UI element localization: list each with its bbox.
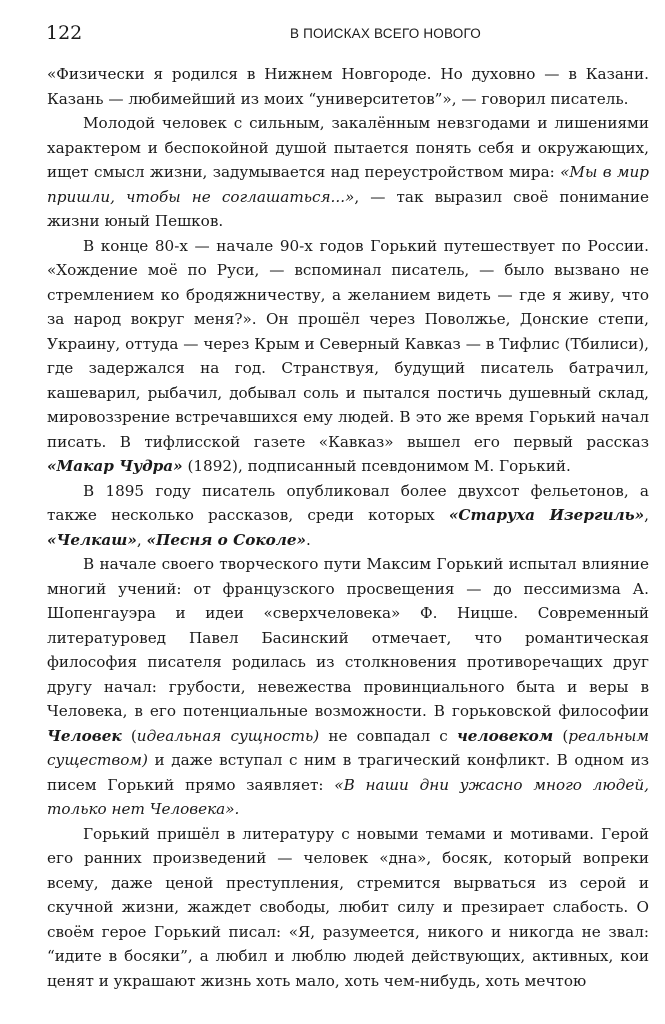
paragraph-5: В начале своего творческого пути Максим Горький испытал влияние многий учений: от французского просвещения — до пессимизма А. Шопенгауэра и идеи «сверхчеловека» Ф. Ницше. Современный литературовед Павел Басинский отмечает, что романтическая философия писателя родилась из столкновения противоречащих друг другу начал: грубости, невежества провинциального быта и веры в Человека, в его потенциальные возможности. В горьковской философии Человек (идеальная сущность) не совпадал с человеком (реальным существом) и даже вступал с ним в трагический конфликт. В одном из писем Горький прямо заявляет: «В наши дни ужасно много людей, только нет Человека». [47, 555, 649, 818]
page-number: 122 [46, 22, 83, 44]
paragraph-1: «Физически я родился в Нижнем Новгороде. Но духовно — в Казани. Казань — любимейший из моих “университетов”», — говорил писатель. [47, 65, 649, 108]
page-header [0, 20, 665, 50]
page-body [47, 62, 649, 993]
term-ideal: идеальная сущность) [136, 726, 320, 745]
paragraph-3: В конце 80-х — начале 90-х годов Горький путешествует по России. «Хождение моё по Руси, — вспоминал писатель, — было вызвано не стремлением ко бродяжничеству, а желанием видеть — где я живу, что за народ вокруг меня?». Он прошёл через Поволжье, Донские степи, Украину, оттуда — через Крым и Северный Кавказ — в Тифлис (Тбилиси), где задержался на год. Странствуя, будущий писатель батрачил, кашеварил, рыбачил, добывал соль и пытался постичь душевный склад, мировоззрение встречавшихся ему людей. В это же время Горький начал писать. В тифлисской газете «Кавказ» вышел его первый рассказ «Макар Чудра» (1892), подписанный псевдонимом М. Горький. [47, 236, 649, 475]
paragraph-4: В 1895 году писатель опубликовал более двухсот фельетонов, а также несколько рассказов, среди которых «Старуха Изергиль», «Челкаш», «Песня о Соколе». [47, 481, 649, 549]
paragraph-6: Горький пришёл в литературу с новыми темами и мотивами. Герой его ранних произведений — человек «дна», босяк, который вопреки всему, даже ценой преступления, стремится вырваться из серой и скучной жизни, жаждет свободы, любит силу и презирает слабость. О своём герое Горький писал: «Я, разумеется, никого и никогда не звал: “идите в босяки”, а любил и люблю людей действующих, активных, кои ценят и украшают жизнь хоть мало, хоть чем-нибудь, хоть мечтою [47, 824, 649, 990]
work-title-makar-chudra: «Макар Чудра» [47, 457, 183, 475]
term-real: реальным существом) [47, 726, 649, 769]
quote-italic: «Мы в мир пришли, чтобы не соглашаться...» [47, 163, 649, 206]
work-title-staruha-izergil: «Старуха Изергиль» [448, 506, 645, 524]
work-title-pesnya-o-sokole: «Песня о Соколе» [146, 530, 306, 549]
term-chelovekom: человеком [456, 726, 554, 745]
term-chelovek: Человек [47, 726, 122, 745]
quote-italic-letter: «В наши дни ужасно много людей, только нет Человека». [47, 775, 649, 818]
work-title-chelkash: «Челкаш» [47, 530, 137, 549]
running-title: В ПОИСКАХ ВСЕГО НОВОГО [290, 26, 481, 41]
paragraph-2: Молодой человек с сильным, закалённым невзгодами и лишениями характером и беспокойной душой пытается понять себя и окружающих, ищет смысл жизни, задумывается над переустройством мира: «Мы в мир пришли, чтобы не соглашаться...», — так выразил своё понимание жизни юный Пешков. [47, 114, 650, 230]
